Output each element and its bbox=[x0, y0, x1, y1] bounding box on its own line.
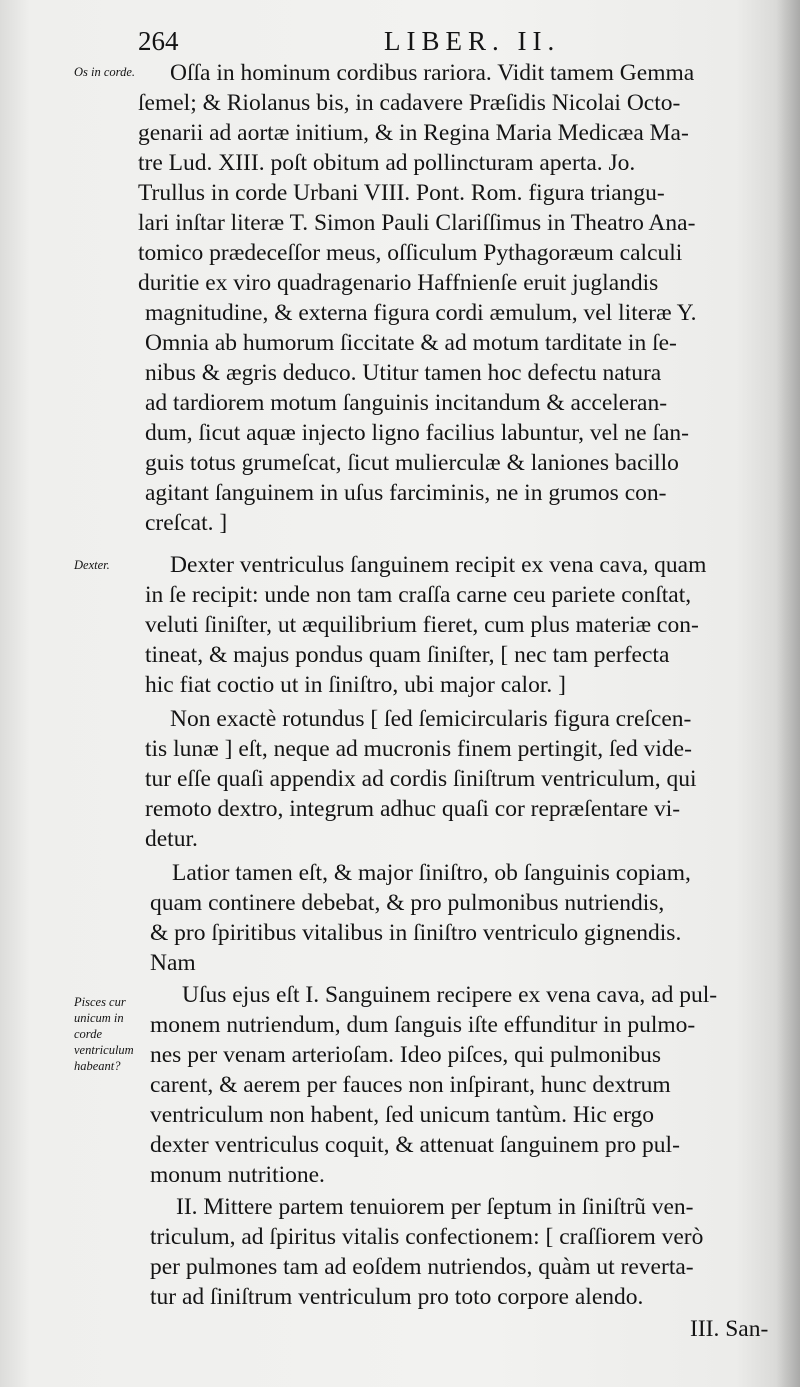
text-line: magnitudine, & externa figura cordi æmulum, vel literæ Y. bbox=[145, 300, 697, 326]
text-line: remoto dextro, integrum adhuc quaſi cor repræſentare vi- bbox=[145, 796, 681, 822]
text-line: creſcat. ] bbox=[145, 510, 228, 536]
text-line: monum nutritione. bbox=[150, 1162, 325, 1188]
text-line: Latior tamen eſt, & major ſiniſtro, ob ſanguinis copiam, bbox=[172, 860, 691, 886]
text-line: genarii ad aortæ initium, & in Regina Maria Medicæa Ma- bbox=[138, 120, 689, 146]
page-number: 264 bbox=[138, 26, 179, 56]
text-line: per pulmones tam ad eoſdem nutriendos, quàm ut reverta- bbox=[150, 1254, 694, 1280]
text-line: monem nutriendum, dum ſanguis iſte effunditur in pulmo- bbox=[150, 1012, 696, 1038]
margin-note-pisces: Pisces cur unicum in corde ventriculum habeant? bbox=[74, 995, 134, 1073]
text-line: ad tardiorem motum ſanguinis incitandum & acceleran- bbox=[145, 390, 668, 416]
text-line: dum, ſicut aquæ injecto ligno facilius labuntur, vel ne ſan- bbox=[145, 420, 689, 446]
running-head: LIBER. II. bbox=[384, 26, 561, 56]
text-line: veluti ſiniſter, ut æquilibrium fieret, cum plus materiæ con- bbox=[145, 612, 699, 638]
text-line: ventriculum non habent, ſed unicum tantùm. Hic ergo bbox=[150, 1102, 655, 1128]
text-line: nes per venam arterioſam. Ideo piſces, qui pulmonibus bbox=[150, 1042, 661, 1068]
text-line: lari inſtar literæ T. Simon Pauli Clariſſimus in Theatro Ana- bbox=[138, 210, 696, 236]
text-line: Omnia ab humorum ſiccitate & ad motum tarditate in ſe- bbox=[145, 330, 677, 356]
text-line: tur ad ſiniſtrum ventriculum pro toto corpore alendo. bbox=[150, 1284, 644, 1310]
text-line: nibus & ægris deduco. Utitur tamen hoc defectu natura bbox=[145, 360, 662, 386]
text-line: Nam bbox=[150, 950, 196, 976]
text-line: tre Lud. XIII. poſt obitum ad pollincturam aperta. Jo. bbox=[138, 150, 636, 176]
margin-note-dexter: Dexter. bbox=[74, 558, 110, 572]
text-line: Trullus in corde Urbani VIII. Pont. Rom. figura triangu- bbox=[138, 180, 665, 206]
catchword: III. San- bbox=[690, 1316, 769, 1342]
text-line: duritie ex viro quadragenario Haffnienſe eruit juglandis bbox=[138, 270, 659, 296]
margin-note-os-in-corde: Os in corde. bbox=[74, 65, 135, 79]
text-line: Dexter ventriculus ſanguinem recipit ex vena cava, quam bbox=[170, 552, 707, 578]
text-line: ſemel; & Riolanus bis, in cadavere Præſidis Nicolai Octo- bbox=[138, 90, 681, 116]
text-line: detur. bbox=[145, 826, 198, 852]
text-line: guis totus grumeſcat, ſicut mulierculæ & laniones bacillo bbox=[145, 450, 679, 476]
text-line: tur eſſe quaſi appendix ad cordis ſiniſtrum ventriculum, qui bbox=[145, 766, 697, 792]
text-line: Oſſa in hominum cordibus rariora. Vidit tamem Gemma bbox=[170, 60, 695, 86]
text-line: triculum, ad ſpiritus vitalis confectionem: [ craſſiorem verò bbox=[150, 1224, 704, 1250]
text-line: dexter ventriculus coquit, & attenuat ſanguinem pro pul- bbox=[150, 1132, 680, 1158]
text-line: tis lunæ ] eſt, neque ad mucronis finem pertingit, ſed vide- bbox=[145, 736, 692, 762]
page-header bbox=[138, 26, 608, 60]
text-line: carent, & aerem per fauces non inſpirant, hunc dextrum bbox=[150, 1072, 671, 1098]
text-line: Non exactè rotundus [ ſed ſemicircularis figura creſcen- bbox=[170, 706, 692, 732]
text-line: & pro ſpiritibus vitalibus in ſiniſtro ventriculo gignendis. bbox=[150, 920, 682, 946]
text-line: tomico prædeceſſor meus, oſſiculum Pythagoræum calculi bbox=[138, 240, 683, 266]
text-line: quam continere debebat, & pro pulmonibus nutriendis, bbox=[150, 890, 665, 916]
text-line: II. Mittere partem tenuiorem per ſeptum in ſiniſtrũ ven- bbox=[176, 1194, 694, 1220]
page-edge-shadow bbox=[776, 0, 800, 1387]
text-line: tineat, & majus pondus quam ſiniſter, [ nec tam perfecta bbox=[145, 642, 670, 668]
text-line: agitant ſanguinem in uſus farciminis, ne in grumos con- bbox=[145, 480, 667, 506]
text-line: hic fiat coctio ut in ſiniſtro, ubi major calor. ] bbox=[145, 672, 566, 698]
text-line: in ſe recipit: unde non tam craſſa carne ceu pariete conſtat, bbox=[145, 582, 692, 608]
text-line: Uſus ejus eſt I. Sanguinem recipere ex vena cava, ad pul- bbox=[182, 982, 718, 1008]
